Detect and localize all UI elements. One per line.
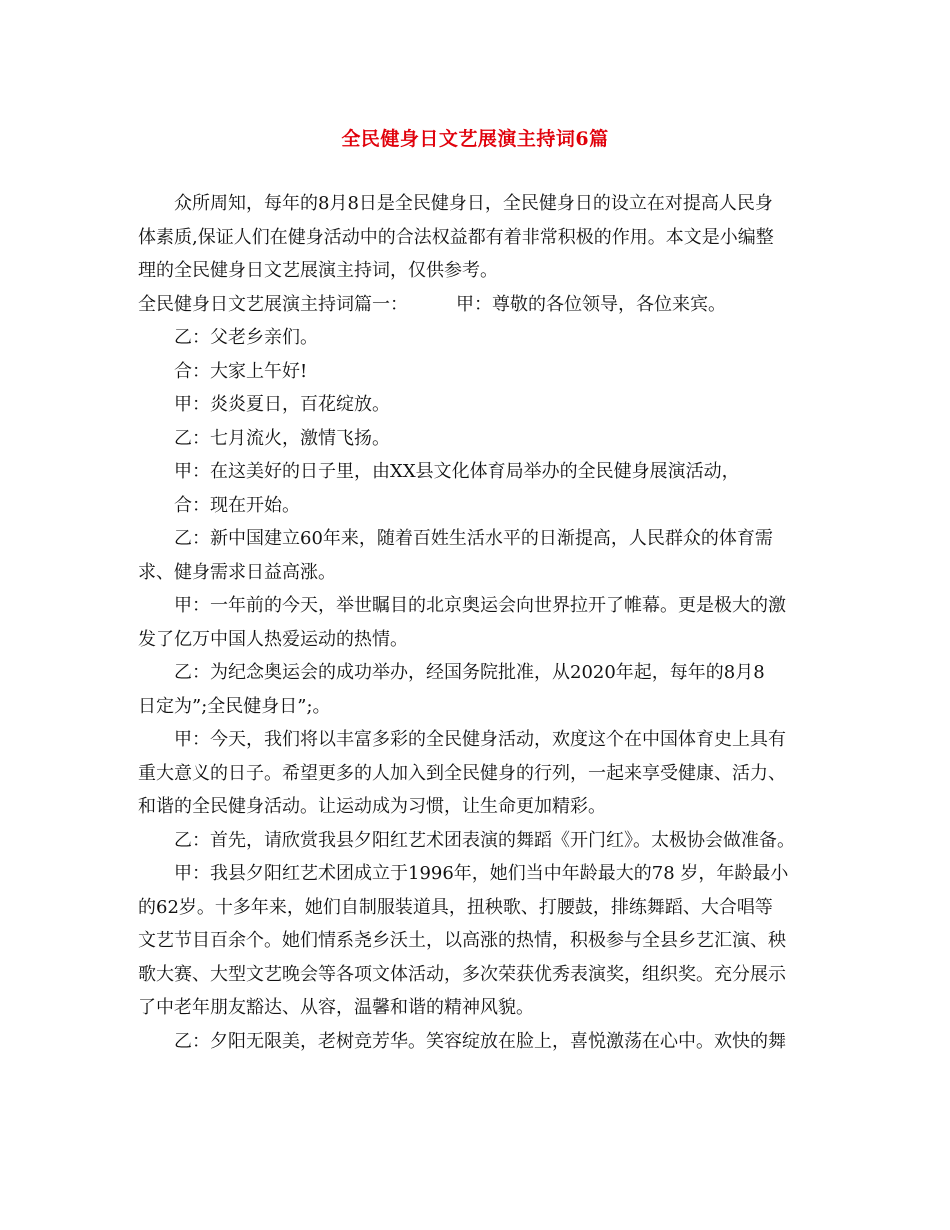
dialogue-line: 合：大家上午好! — [174, 360, 308, 382]
dialogue-line: 和谐的全民健身活动。让运动成为习惯，让生命更加精彩。 — [138, 796, 606, 817]
dialogue-line: 甲：在这美好的日子里，由XX县文化体育局举办的全民健身展演活动， — [174, 461, 740, 482]
paragraph-line: 理的全民健身日文艺展演主持词，仅供参考。 — [138, 260, 498, 281]
document-body — [138, 187, 818, 1058]
dialogue-line: 乙：新中国建立60年来，随着百姓生活水平的日渐提高，人民群众的体育需 — [174, 528, 773, 549]
dialogue-text: 甲：尊敬的各位领导，各位来宾。 — [456, 293, 726, 315]
dialogue-line: 合：现在开始。 — [174, 494, 300, 516]
dialogue-line: 乙：夕阳无限美，老树竞芳华。笑容绽放在脸上，喜悦激荡在心中。欢快的舞 — [174, 1030, 786, 1052]
dialogue-line: 乙：七月流火，激情飞扬。 — [174, 427, 390, 449]
section-heading-line — [138, 288, 818, 322]
dialogue-line: 乙：首先，请欣赏我县夕阳红艺术团表演的舞蹈《开门红》。太极协会做准备。 — [174, 829, 795, 851]
dialogue-line: 重大意义的日子。希望更多的人加入到全民健身的行列，一起来享受健康、活力、 — [138, 762, 786, 784]
paragraph-line: 众所周知，每年的8月8日是全民健身日，全民健身日的设立在对提高人民身 — [174, 193, 773, 214]
paragraph-line: 体素质,保证人们在健身活动中的合法权益都有着非常积极的作用。本文是小编整 — [138, 226, 774, 248]
dialogue-line: 甲：我县夕阳红艺术团成立于1996年，她们当中年龄最大的78 岁，年龄最小 — [174, 863, 789, 884]
dialogue-line: 乙：父老乡亲们。 — [174, 327, 318, 348]
dialogue-line: 甲：一年前的今天，举世瞩目的北京奥运会向世界拉开了帷幕。更是极大的激 — [174, 595, 786, 616]
dialogue-line: 甲：炎炎夏日，百花绽放。 — [174, 394, 390, 415]
dialogue-line: 乙：为纪念奥运会的成功举办，经国务院批准，从2020年起，每年的8月8 — [174, 662, 765, 683]
dialogue-line: 了中老年朋友豁达、从容，温馨和谐的精神风貌。 — [138, 997, 534, 1018]
dialogue-line: 甲：今天，我们将以丰富多彩的全民健身活动，欢度这个在中国体育史上具有 — [174, 729, 786, 750]
dialogue-line: 求、健身需求日益高涨。 — [138, 561, 336, 583]
dialogue-line: 发了亿万中国人热爱运动的热情。 — [138, 628, 408, 650]
section-heading: 全民健身日文艺展演主持词篇一： — [138, 293, 408, 315]
document-title: 全民健身日文艺展演主持词6篇 — [341, 128, 609, 150]
dialogue-line: 文艺节目百余个。她们情系尧乡沃土，以高涨的热情，积极参与全县乡艺汇演、秧 — [138, 930, 786, 951]
dialogue-line: 歌大赛、大型文艺晚会等各项文体活动，多次荣获优秀表演奖，组织奖。充分展示 — [138, 963, 786, 985]
dialogue-line: 的62岁。十多年来，她们自制服装道具，扭秧歌、打腰鼓，排练舞蹈、大合唱等 — [138, 896, 773, 918]
dialogue-line: 日定为”;全民健身日”;。 — [138, 695, 331, 717]
